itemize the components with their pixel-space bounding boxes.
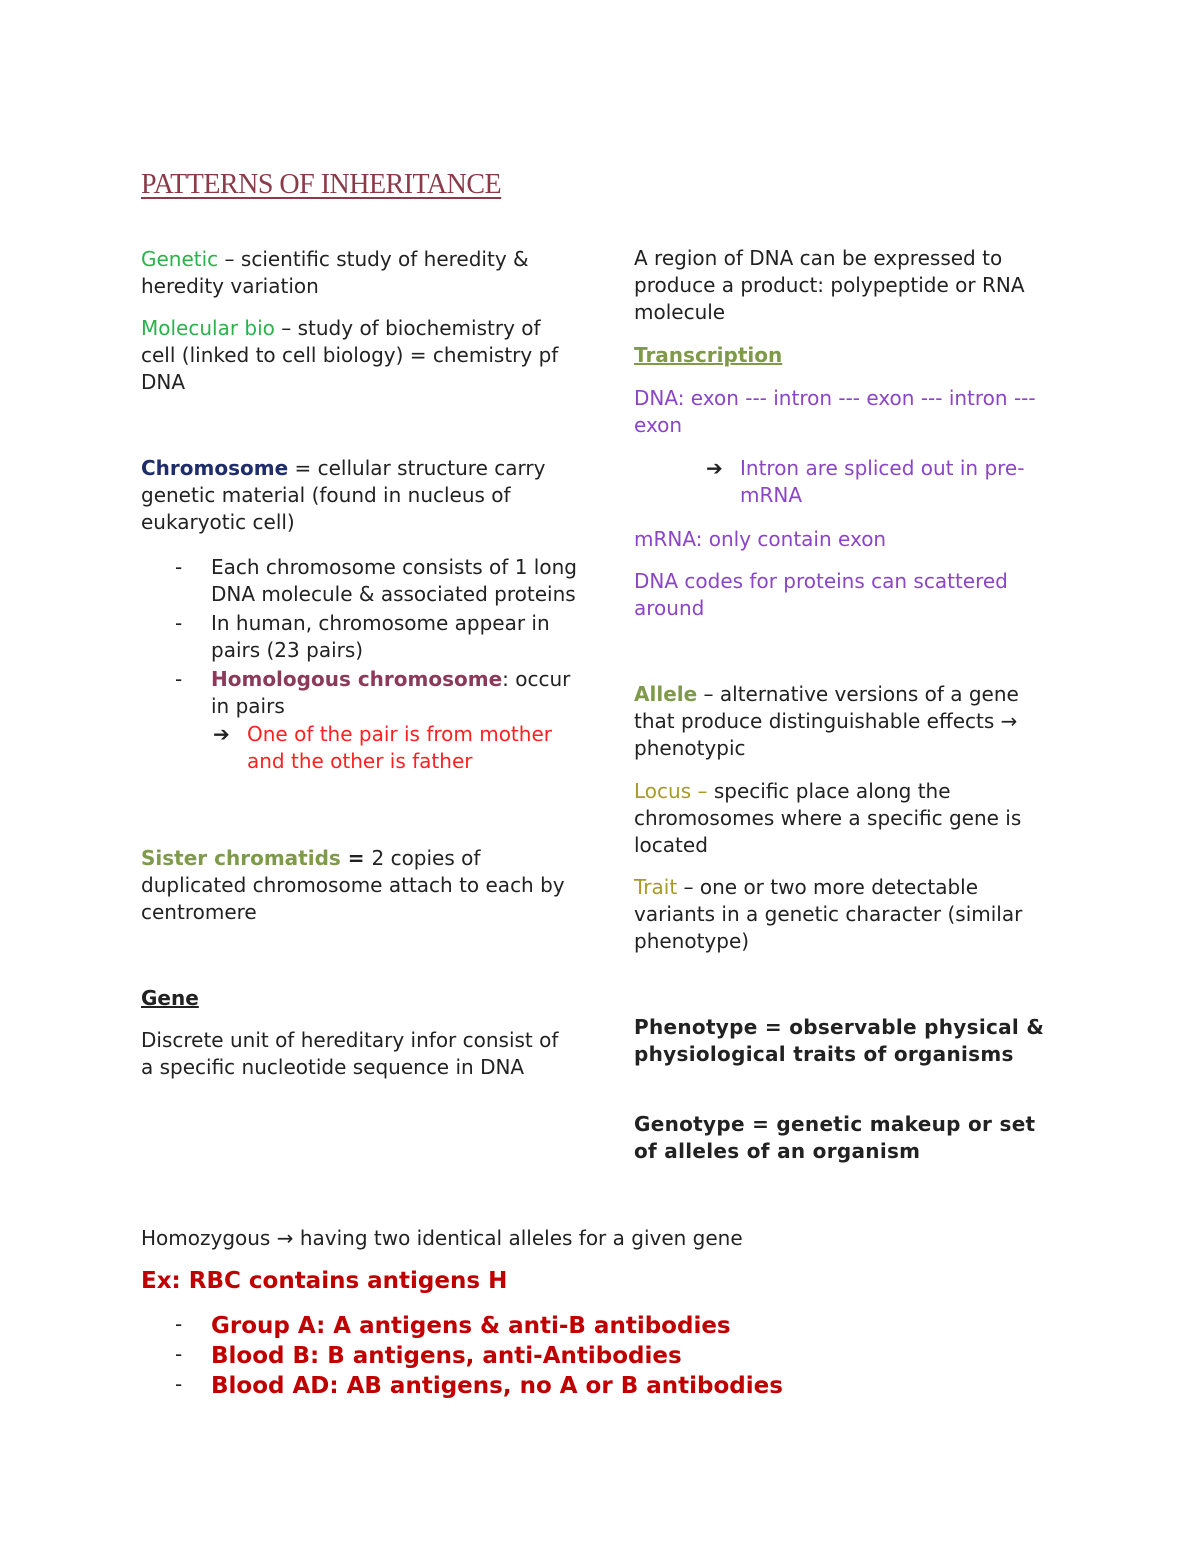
transcription-heading: Transcription [634, 343, 783, 367]
arrow-note [141, 721, 581, 775]
trait-term: Trait [634, 875, 678, 899]
genotype-definition: Genotype = genetic makeup or set of alleles of an organism [634, 1112, 1036, 1163]
molbio-def: – study of biochemistry of cell (linked to cell biology) = chemistry pf DNA [141, 316, 559, 394]
bullet-dash: - [175, 1372, 183, 1396]
blood-group-text: Blood AD: AB antigens, no A or B antibodies [211, 1373, 783, 1399]
arrow-icon: ➔ [213, 722, 230, 746]
bullet-dash: - [175, 555, 183, 579]
bullet-dash: - [175, 667, 183, 691]
trait-definition [634, 874, 1064, 955]
list-item [141, 1371, 1041, 1401]
sister-def: 2 copies of duplicated chromosome attach to each by centromere [141, 846, 565, 924]
chromosome-term: Chromosome [141, 456, 289, 480]
intron-note [634, 455, 1074, 509]
dna-line: DNA: exon --- intron --- exon --- intron --- exon [634, 386, 1036, 437]
chromosome-def: = cellular structure carry genetic material (found in nucleus of eukaryotic cell) [141, 456, 546, 534]
arrow-icon: ➔ [706, 456, 723, 480]
sister-eq: = [340, 846, 372, 870]
list-item [141, 1311, 1041, 1341]
dna-codes-text: DNA codes for proteins can scattered around [634, 569, 1008, 620]
list-item [141, 666, 581, 720]
page-title: PATTERNS OF INHERITANCE [141, 169, 502, 200]
sister-term: Sister chromatids [141, 846, 341, 870]
bullet-text: Each chromosome consists of 1 long DNA molecule & associated proteins [211, 555, 577, 606]
homozygous-definition: Homozygous → having two identical alleles for a given gene [141, 1226, 743, 1250]
trait-def: – one or two more detectable variants in a genetic character (similar phenotype) [634, 875, 1023, 953]
genetic-definition [141, 246, 571, 300]
bullet-dash: - [175, 1312, 183, 1336]
locus-definition [634, 778, 1064, 859]
homologous-rest: : occur in pairs [211, 667, 571, 718]
allele-term: Allele [634, 682, 698, 706]
blood-group-text: Blood B: B antigens, anti-Antibodies [211, 1343, 682, 1369]
phenotype-definition: Phenotype = observable physical & physiological traits of organisms [634, 1015, 1045, 1066]
allele-definition [634, 681, 1064, 762]
gene-definition: Discrete unit of hereditary infor consist of a specific nucleotide sequence in DNA [141, 1028, 559, 1079]
list-item [141, 1341, 1041, 1371]
locus-def: specific place along the chromosomes where a specific gene is located [634, 779, 1022, 857]
blood-group-list [141, 1311, 1041, 1401]
bullet-text: In human, chromosome appear in pairs (23 pairs) [211, 611, 550, 662]
rbc-example: Ex: RBC contains antigens H [141, 1268, 508, 1294]
arrow-note [634, 455, 1074, 509]
locus-term: Locus – [634, 779, 708, 803]
blood-group-text: Group A: A antigens & anti-B antibodies [211, 1313, 731, 1339]
homologous-term: Homologous chromosome [211, 667, 503, 691]
sister-definition [141, 845, 571, 926]
chromosome-bullets [141, 554, 581, 775]
bullet-dash: - [175, 1342, 183, 1366]
region-text: A region of DNA can be expressed to produce a product: polypeptide or RNA molecule [634, 246, 1025, 324]
mrna-line: mRNA: only contain exon [634, 527, 887, 551]
bullet-dash: - [175, 611, 183, 635]
chromosome-definition [141, 455, 571, 536]
genetic-def: – scientific study of heredity & heredity variation [141, 247, 529, 298]
allele-def: – alternative versions of a gene that produce distinguishable effects → phenotypic [634, 682, 1019, 760]
molbio-term: Molecular bio [141, 316, 275, 340]
list-item [141, 610, 581, 664]
intron-note-text: Intron are spliced out in pre-mRNA [740, 456, 1025, 507]
genetic-term: Genetic [141, 247, 219, 271]
arrow-note-text: One of the pair is from mother and the other is father [247, 722, 552, 773]
molbio-definition [141, 315, 571, 396]
gene-heading: Gene [141, 986, 199, 1010]
list-item [141, 554, 581, 608]
